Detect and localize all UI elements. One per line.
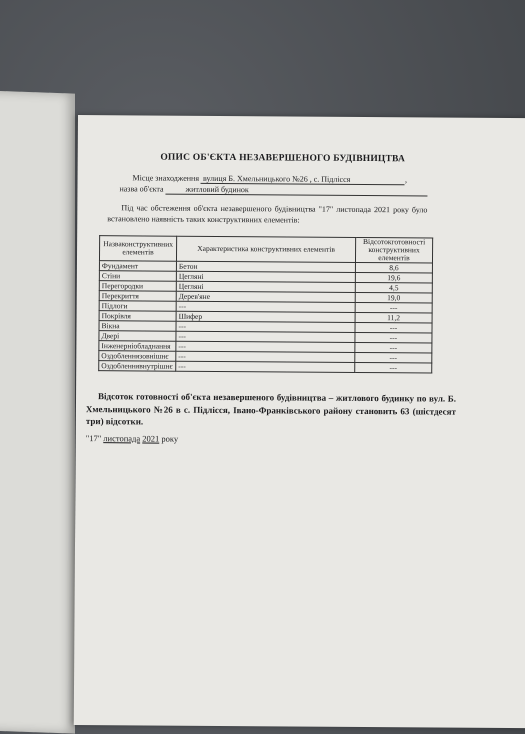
row-element-description: --- xyxy=(176,321,355,332)
row-element-name: Перекриття xyxy=(99,291,176,302)
table-body xyxy=(99,261,433,373)
row-element-percent: 8,6 xyxy=(355,262,432,273)
row-element-percent: --- xyxy=(355,342,432,353)
location-label: Місце знаходження xyxy=(132,173,200,183)
left-page-edge xyxy=(0,90,75,733)
date-year: 2021 xyxy=(142,433,160,444)
row-element-description: --- xyxy=(176,351,355,362)
row-element-description: --- xyxy=(176,301,355,312)
date-suffix: року xyxy=(161,433,179,444)
table-header-name: Назваконструктивних елементів xyxy=(99,236,176,262)
row-element-percent: --- xyxy=(355,352,432,363)
document-title: ОПИС ОБ'ЄКТА НЕЗАВЕРШЕНОГО БУДІВНИЦТВА xyxy=(160,152,406,165)
row-element-name: Перегородки xyxy=(99,281,176,292)
row-element-percent: --- xyxy=(355,332,432,343)
row-element-name: Оздобленнявнутрішнє xyxy=(99,361,176,372)
object-value: житловий будинок xyxy=(166,185,428,197)
intro-paragraph: Під час обстеження об'єкта незавершеного будівництва "17" листопада 2021 року було встановлено наявність таких конструктивних елементів: xyxy=(107,203,428,225)
object-label: назва об'єкта xyxy=(119,184,164,194)
row-element-description: Дерев'яне xyxy=(176,291,355,302)
row-element-percent: --- xyxy=(355,322,432,333)
row-element-name: Оздобленнязовнішнє xyxy=(99,351,176,362)
document-page xyxy=(74,115,525,728)
date-day: "17" xyxy=(85,433,102,444)
row-element-name: Двері xyxy=(99,331,176,342)
location-line: Місце знаходження вулиця Б. Хмельницького №26 , с. Підлісся , xyxy=(132,173,408,185)
date-line xyxy=(86,433,179,444)
location-value: вулиця Б. Хмельницького №26 , с. Підлісся xyxy=(201,174,405,185)
row-element-percent: --- xyxy=(355,302,432,313)
elements-table xyxy=(98,235,433,373)
row-element-description: --- xyxy=(176,341,355,352)
row-element-percent: 19,6 xyxy=(355,272,432,283)
table-row xyxy=(99,361,432,373)
row-element-name: Стіни xyxy=(99,271,176,282)
row-element-description: --- xyxy=(176,361,355,372)
row-element-percent: 4,5 xyxy=(355,282,432,293)
row-element-percent: 19,0 xyxy=(355,292,432,303)
row-element-description: Шифер xyxy=(176,311,355,322)
object-line xyxy=(119,184,427,196)
row-element-name: Підлоги xyxy=(99,301,176,312)
row-element-description: Цеглянi xyxy=(176,271,355,282)
row-element-percent: 11,2 xyxy=(355,312,432,323)
row-element-description: Бетон xyxy=(176,261,355,272)
row-element-name: Інженерніобладнання xyxy=(99,341,176,352)
row-element-percent: --- xyxy=(355,362,432,373)
row-element-name: Покрівля xyxy=(99,311,176,322)
row-element-name: Фундамент xyxy=(99,261,176,272)
table-header-percent: Відсотокготовності конструктивних елементів xyxy=(355,237,432,263)
row-element-name: Вікна xyxy=(99,321,176,332)
conclusion-paragraph: Відсоток готовності об'єкта незавершеного будівництва – житлового будинку по вул. Б. Хмельницького №26 в с. Підлісся, Івано-Франківського району становить 63 (шістдесят три) відсотки. xyxy=(85,391,457,427)
row-element-description: --- xyxy=(176,331,355,342)
row-element-description: Цеглянi xyxy=(176,281,355,292)
date-month: листопада xyxy=(103,433,141,444)
table-header-description: Характеристика конструктивних елементів xyxy=(176,236,355,262)
